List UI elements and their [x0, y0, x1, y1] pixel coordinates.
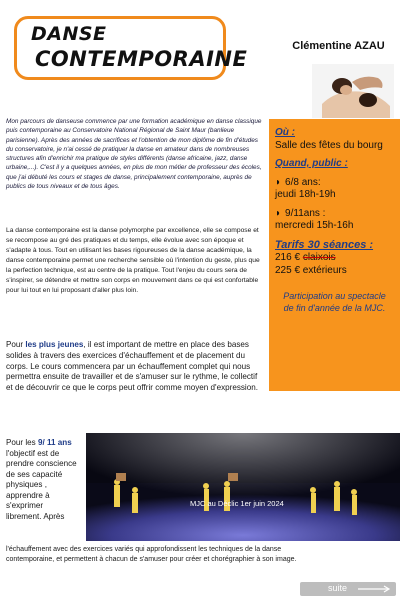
group-2-age-text: 9/11ans :	[285, 207, 326, 219]
teacher-name: Clémentine AZAU	[292, 40, 385, 52]
bottom-paragraph: l'échauffement avec des exercices variés qui approfondissent les techniques de la danse contemporaine, et permettent à chacun de s'amuser pour créer et chorégraphier à son image.	[6, 546, 297, 564]
older-text: l'objectif est de prendre conscience de ses capacité physiques , apprendre à s'exprimer librement. Après	[6, 448, 77, 521]
title-line-2: CONTEMPORAINE	[35, 47, 248, 71]
info-panel	[269, 119, 400, 391]
intro-paragraph: Mon parcours de danseuse commence par une formation académique en danse classique puis contemporaine au Conservatoire National Régional de Saint Maur (banlieue parisienne). Après des années de sacrifices et l'obtention de mon diplôme de fin d'études du conservatoire, je n'ai cessé de pratiquer la danse en amateur dans de nombreuses structures afin d'enrichir ma pratique de styles différents (danse africaine, jazz, danse urbaine,...). C'est il y a quelques années, en plus de mon métier de professeur des écoles, que j'ai débuté les cours et stages de danse, principalement contemporaine, auprès de publics de tous niveaux et de tous âges.	[6, 118, 262, 190]
tarifs-label: Tarifs 30 séances :	[275, 238, 374, 251]
older-highlight: 9/ 11 ans	[37, 438, 72, 447]
photo-caption: MJC au Déclic 1er juin 2024	[190, 499, 284, 508]
title-line-1: DANSE	[31, 23, 107, 45]
older-children-paragraph	[6, 438, 79, 522]
price-local-amount: 216 €	[275, 252, 303, 264]
where-value: Salle des fêtes du bourg	[275, 139, 383, 151]
dancer-portrait-photo	[312, 64, 394, 118]
young-text: , il est important de mettre en place des bases solides à travers des exercices d'échauffement et de placement du corps. Le cours commencera par un échauffement complet qui nous permettra ensuite de travailler et de s'amuser sur le rythme, le collectif et de découvrir ce que le corps peut offrir comme moyen d'expression.	[6, 340, 258, 392]
group-1-age-text: 6/8 ans:	[285, 176, 321, 188]
show-participation-note: Participation au spectacle de fin d'année de la MJC.	[283, 291, 386, 313]
title-box	[14, 16, 248, 80]
arrow-right-icon	[358, 585, 392, 593]
next-page-label: suite	[328, 583, 348, 593]
when-label: Quand, public :	[275, 158, 348, 169]
young-highlight: les plus jeunes	[25, 340, 84, 349]
bullet-icon: ◗	[275, 176, 282, 188]
where-label: Où :	[275, 127, 295, 138]
next-page-button[interactable]	[300, 582, 396, 598]
stage-performance-photo	[86, 433, 400, 541]
older-prefix: Pour les	[6, 438, 38, 447]
young-children-paragraph	[6, 340, 264, 394]
group-2-age	[275, 208, 394, 221]
bullet-icon: ◗	[275, 207, 282, 219]
price-external: 225 € extérieurs	[275, 264, 347, 276]
price-local	[275, 252, 394, 265]
young-prefix: Pour	[6, 340, 26, 349]
description-paragraph: La danse contemporaine est la danse polymorphe par excellence, elle se compose et se recompose au gré des pratiques et du temps, elle évolue avec son époque et s'adapte à tous. Tout en utilisant les bases rigoureuses de la danse académique, la danse contemporaine permet une recherche sensible où l'intention du geste, plus que la perfection technique, est au centre de la pratique. Tout l'enjeu du cours sera de s'inspirer, se détendre et mettre son corps en mouvement dans ce qui est confortable pour lui tout en lui proposant d'aller plus loin.	[6, 227, 260, 295]
group-1-time: jeudi 18h-19h	[275, 189, 336, 200]
group-2-time: mercredi 15h-16h	[275, 220, 354, 231]
price-local-who: claixois	[302, 252, 336, 264]
group-1-age	[275, 177, 394, 190]
